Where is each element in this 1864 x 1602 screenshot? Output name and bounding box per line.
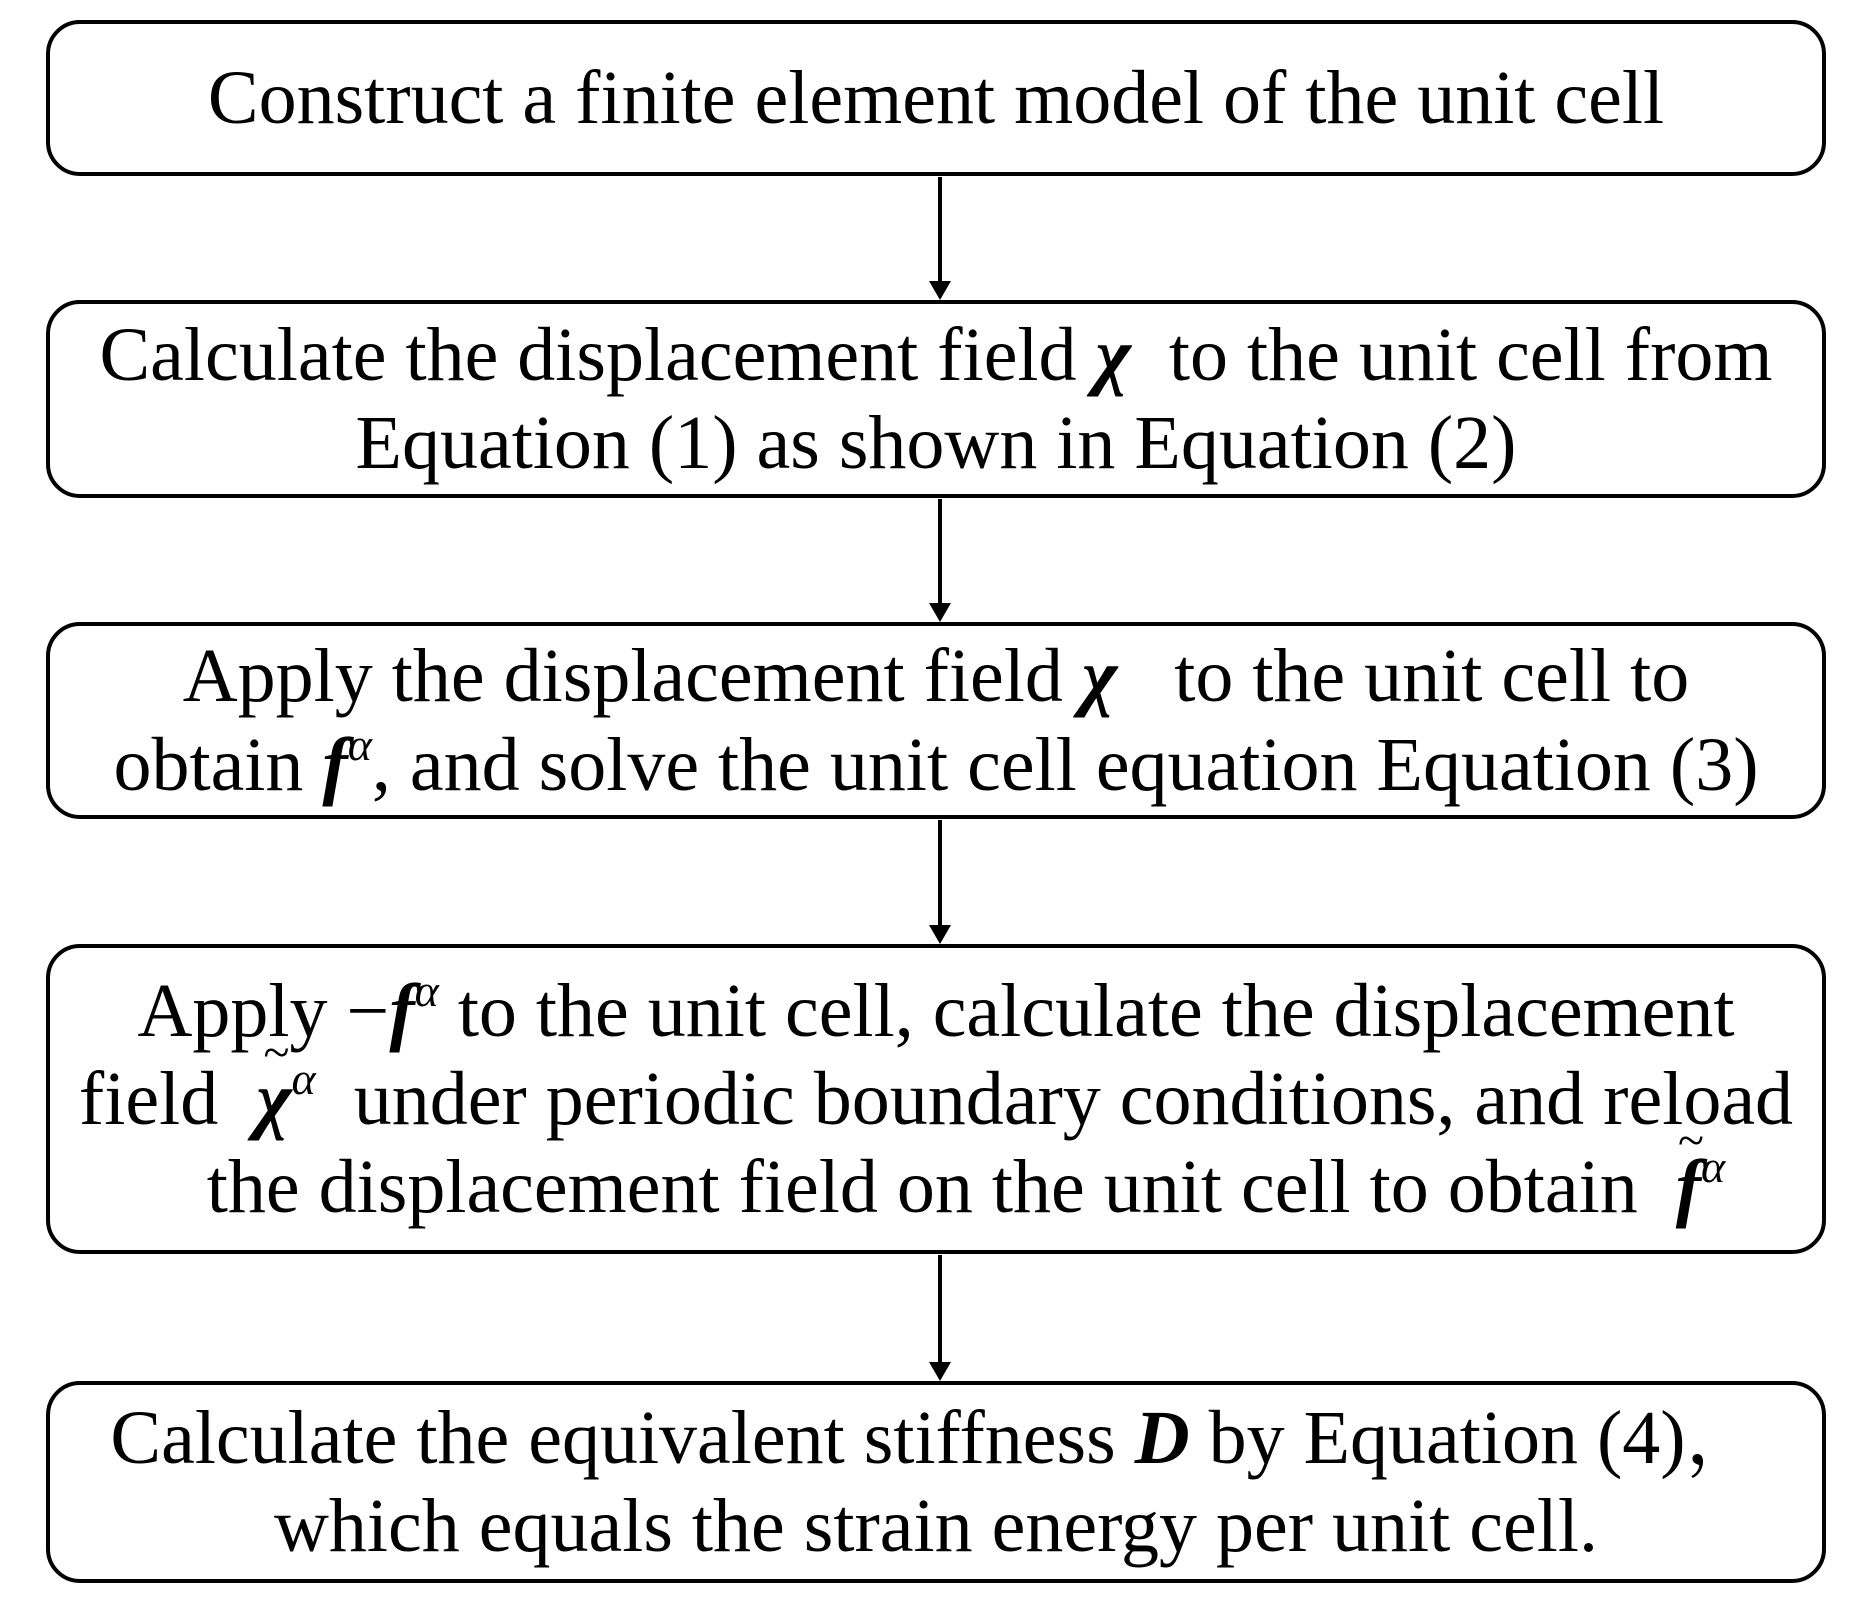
- step-5-text-a: Calculate the equivalent stiffness: [110, 1395, 1135, 1480]
- arrow-4-to-5: [929, 1255, 951, 1381]
- step-3-text-d: , and solve the unit cell equation Equation (3): [371, 722, 1759, 807]
- f-tilde-symbol: ~ f: [1676, 1143, 1701, 1231]
- alpha-superscript: α: [414, 964, 439, 1016]
- step-4-text-d: under periodic boundary conditions, and reload: [315, 1056, 1794, 1141]
- step-2-text-a: Calculate the displacement field: [99, 312, 1096, 397]
- step-3-text-a: Apply the displacement field: [182, 634, 1082, 719]
- f-symbol: f: [322, 722, 348, 807]
- step-3-line-2: [113, 718, 1759, 809]
- alpha-superscript: α: [291, 1052, 316, 1104]
- step-3-box: [46, 622, 1826, 819]
- step-5-line-1: [110, 1394, 1761, 1482]
- d-symbol: D: [1134, 1395, 1190, 1480]
- step-1-text: Construct a finite element model of the unit cell: [207, 55, 1665, 140]
- step-4-line-1: [137, 964, 1735, 1055]
- step-4-box: [46, 944, 1826, 1254]
- step-2-line-1: [99, 311, 1772, 399]
- step-4-text-a: Apply −: [137, 968, 390, 1053]
- step-4-text-c: field: [78, 1056, 257, 1141]
- step-2-line-2: [356, 399, 1517, 487]
- step-1-box: [46, 20, 1826, 176]
- step-2-box: [46, 300, 1826, 498]
- step-5-line-2: [274, 1482, 1598, 1570]
- arrow-3-to-4: [929, 820, 951, 944]
- step-5-text-b: by Equation (4)，: [1189, 1395, 1762, 1480]
- arrow-2-to-3: [929, 499, 951, 622]
- step-4-line-2: [78, 1052, 1794, 1143]
- chi-symbol: χ: [1081, 634, 1118, 719]
- alpha-superscript: α: [347, 718, 372, 770]
- step-5-box: [46, 1381, 1826, 1583]
- step-4-text-e: the displacement field on the unit cell to obtain: [206, 1145, 1676, 1230]
- f-symbol: f: [389, 968, 415, 1053]
- chi-tilde-symbol: ~ χ: [256, 1055, 291, 1143]
- step-1-line-1: [208, 54, 1664, 142]
- alpha-superscript: α: [1701, 1141, 1726, 1193]
- step-3-text-c: obtain: [113, 722, 323, 807]
- chi-symbol: χ: [1095, 312, 1131, 397]
- arrow-1-to-2: [929, 177, 951, 300]
- step-2-text-b: to the unit cell from: [1130, 312, 1773, 397]
- step-2-text-c: Equation (1) as shown in Equation (2): [355, 401, 1517, 485]
- step-4-line-3: [147, 1143, 1725, 1231]
- step-3-line-1: [183, 632, 1689, 720]
- step-5-text-c: which equals the strain energy per unit cell.: [274, 1484, 1598, 1568]
- step-3-text-b: to the unit cell to: [1117, 634, 1690, 719]
- step-4-text-b: to the unit cell, calculate the displacement: [438, 968, 1735, 1053]
